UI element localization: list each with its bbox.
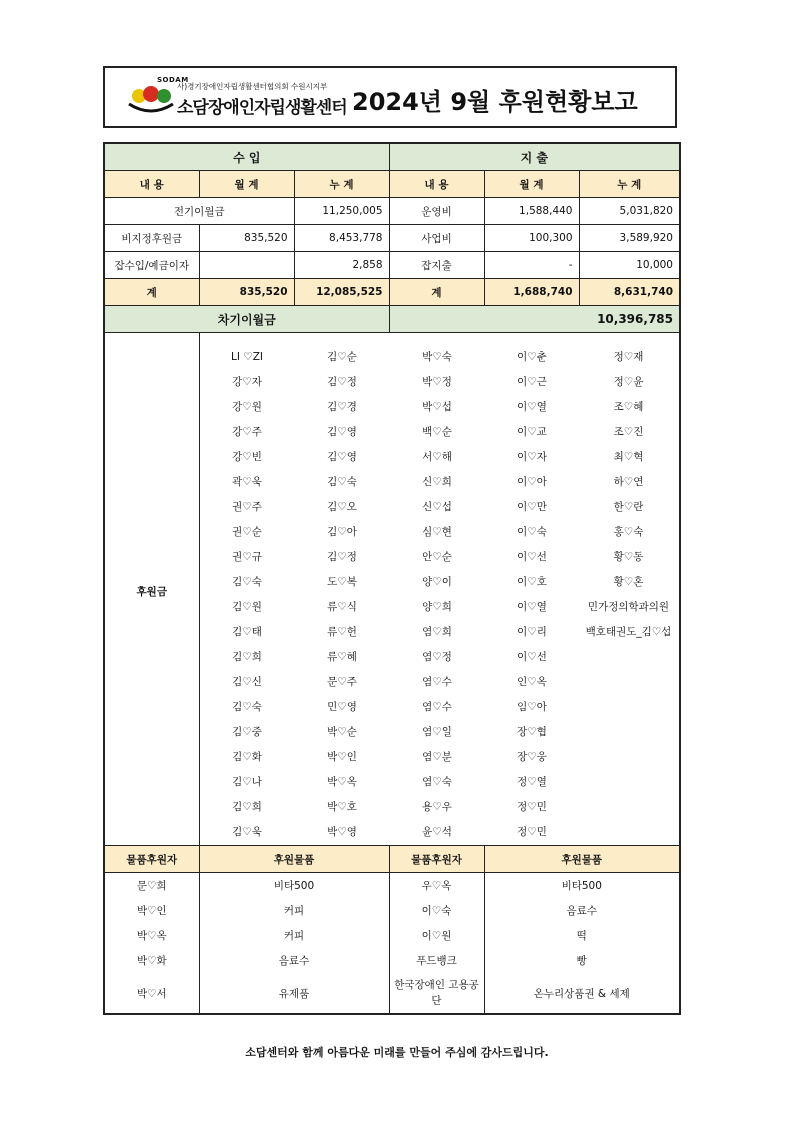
col-content: 내 용 <box>104 171 199 198</box>
goods-donor-2: 이♡숙 <box>389 898 484 923</box>
donor-name: 민가정의학과의원 <box>587 601 670 613</box>
donor-name: 김♡욱 <box>232 826 262 838</box>
donor-name <box>580 795 678 820</box>
expense-label: 잡지출 <box>389 252 484 279</box>
donor-name: 박♡인 <box>327 751 357 763</box>
donor-name: 인♡옥 <box>517 676 547 688</box>
goods-donor: 박♡서 <box>104 973 199 1014</box>
expense-total-monthly: 1,688,740 <box>484 279 579 306</box>
donor-name: 양♡희 <box>422 601 452 613</box>
donor-name: 권♡주 <box>232 501 262 513</box>
donor-name: 박♡섭 <box>422 401 452 413</box>
goods-item-2: 빵 <box>484 948 680 973</box>
donor-name: 윤♡석 <box>422 826 452 838</box>
donor-name: 권♡순 <box>232 526 262 538</box>
row-label: 비지정후원금 <box>104 225 199 252</box>
expense-cumulative: 3,589,920 <box>579 225 680 252</box>
cumulative-value: 2,858 <box>294 252 389 279</box>
donor-name: 김♡희 <box>232 651 262 663</box>
donor-name: 이♡아 <box>517 476 547 488</box>
donor-name: 강♡빈 <box>232 451 262 463</box>
donor-name: 박♡옥 <box>327 776 357 788</box>
donor-name: 이♡만 <box>517 501 547 513</box>
total-cumulative: 12,085,525 <box>294 279 389 306</box>
donor-name: 박♡영 <box>327 826 357 838</box>
donor-name: 이♡교 <box>517 426 547 438</box>
center-name: 소담장애인자립생활센터 <box>177 98 347 118</box>
goods-item-header: 후원물품 <box>199 846 389 873</box>
monthly-value <box>199 252 294 279</box>
financial-table <box>103 142 681 851</box>
donor-name: 류♡식 <box>327 601 357 613</box>
donor-name: 황♡동 <box>613 551 644 563</box>
donor-name: 김♡태 <box>232 626 262 638</box>
donor-name: 이♡열 <box>517 601 547 613</box>
donor-name: 염♡수 <box>422 676 452 688</box>
donor-name: 이♡선 <box>517 551 547 563</box>
donor-name: 곽♡욱 <box>232 476 262 488</box>
total-row <box>104 279 680 306</box>
donor-name: 이♡호 <box>517 576 547 588</box>
donor-name: 류♡헌 <box>327 626 357 638</box>
organization-name: 사)경기장애인자립생활센터협의회 수원시지부 <box>177 82 328 91</box>
donor-name: 문♡주 <box>327 676 357 688</box>
goods-donor: 박♡인 <box>104 898 199 923</box>
goods-item-2: 비타500 <box>484 873 680 899</box>
donor-name: 서♡해 <box>422 451 452 463</box>
donor-name: 김♡화 <box>232 751 262 763</box>
donor-name: 심♡현 <box>422 526 452 538</box>
goods-row <box>104 898 680 923</box>
donor-name: 강♡자 <box>232 376 262 388</box>
donor-name <box>580 770 678 795</box>
donor-name <box>580 645 678 670</box>
donor-name <box>580 720 678 745</box>
goods-donor-2: 우♡옥 <box>389 873 484 899</box>
donor-name: 장♡협 <box>517 726 547 738</box>
donor-name: 염♡희 <box>422 626 452 638</box>
table-row <box>104 252 680 279</box>
expense-total-label: 계 <box>389 279 484 306</box>
cumulative-value: 8,453,778 <box>294 225 389 252</box>
donor-name <box>580 745 678 770</box>
goods-item-2: 떡 <box>484 923 680 948</box>
donor-name: 김♡정 <box>327 551 357 563</box>
donor-name: 류♡혜 <box>327 651 357 663</box>
goods-row <box>104 923 680 948</box>
donor-name: 한♡란 <box>613 501 644 513</box>
goods-donor-2: 한국장애인 고용공단 <box>389 973 484 1014</box>
donor-name: 박♡정 <box>422 376 452 388</box>
section-header-row <box>104 143 680 171</box>
goods-donor: 문♡희 <box>104 873 199 899</box>
donor-name: 김♡영 <box>327 426 357 438</box>
logo-mark-icon <box>127 84 175 118</box>
donor-name: 이♡춘 <box>517 351 547 363</box>
table-row <box>104 225 680 252</box>
income-section-header: 수 입 <box>104 143 389 171</box>
donor-name: 황♡혼 <box>613 576 644 588</box>
donor-name: 김♡신 <box>232 676 262 688</box>
donor-name: 정♡윤 <box>613 376 644 388</box>
row-label: 잡수입/예금이자 <box>104 252 199 279</box>
donor-name: 백♡순 <box>422 426 452 438</box>
donor-name: 김♡숙 <box>327 476 357 488</box>
donor-name: 정♡재 <box>613 351 644 363</box>
donor-name: 이♡열 <box>517 401 547 413</box>
col-content-expense: 내 용 <box>389 171 484 198</box>
expense-total-cumulative: 8,631,740 <box>579 279 680 306</box>
goods-item: 커피 <box>199 898 389 923</box>
expense-section-header: 지 출 <box>389 143 680 171</box>
goods-table <box>103 845 681 1015</box>
cumulative-value: 11,250,005 <box>294 198 389 225</box>
donor-name: 이♡숙 <box>517 526 547 538</box>
col-cumulative: 누 계 <box>294 171 389 198</box>
donor-name: 김♡영 <box>327 451 357 463</box>
donor-name: 양♡이 <box>422 576 452 588</box>
donations-label: 후원금 <box>104 333 199 851</box>
donor-name: 김♡경 <box>327 401 357 413</box>
donor-name: 강♡원 <box>232 401 262 413</box>
row-label: 전기이월금 <box>104 198 294 225</box>
donor-name: 박♡순 <box>327 726 357 738</box>
donor-name: 염♡숙 <box>422 776 452 788</box>
donor-name: 정♡민 <box>517 801 547 813</box>
goods-row <box>104 973 680 1014</box>
donor-name <box>580 670 678 695</box>
donor-list <box>199 333 680 851</box>
goods-donor-header-2: 물품후원자 <box>389 846 484 873</box>
report-header <box>103 66 677 128</box>
goods-donor: 박♡화 <box>104 948 199 973</box>
table-row <box>104 198 680 225</box>
expense-label: 사업비 <box>389 225 484 252</box>
goods-item: 음료수 <box>199 948 389 973</box>
page-title: 2024년 9월 후원현황보고 <box>352 88 638 116</box>
goods-item-header-2: 후원물품 <box>484 846 680 873</box>
col-monthly: 월 계 <box>199 171 294 198</box>
donor-name: 염♡정 <box>422 651 452 663</box>
goods-donor-2: 이♡원 <box>389 923 484 948</box>
donor-name: 염♡일 <box>422 726 452 738</box>
donor-name: 하♡연 <box>613 476 644 488</box>
donor-name: 김♡원 <box>232 601 262 613</box>
donor-name: 신♡섭 <box>422 501 452 513</box>
goods-donor-header: 물품후원자 <box>104 846 199 873</box>
sodam-logo <box>127 76 347 122</box>
donor-name: 김♡숙 <box>232 576 262 588</box>
carryover-value: 10,396,785 <box>389 306 680 333</box>
goods-item: 유제품 <box>199 973 389 1014</box>
total-monthly: 835,520 <box>199 279 294 306</box>
expense-monthly: 100,300 <box>484 225 579 252</box>
donor-name: 염♡수 <box>422 701 452 713</box>
total-label: 계 <box>104 279 199 306</box>
goods-item: 비타500 <box>199 873 389 899</box>
donor-name: 김♡정 <box>327 376 357 388</box>
donor-name: 염♡분 <box>422 751 452 763</box>
donor-name: 김♡아 <box>327 526 357 538</box>
donor-name: 조♡혜 <box>613 401 644 413</box>
donor-name: LI ♡ZI <box>231 351 263 363</box>
donor-name: 박♡호 <box>327 801 357 813</box>
donor-name: 김♡숙 <box>232 701 262 713</box>
goods-item-2: 온누리상품권 & 세제 <box>484 973 680 1014</box>
donor-name: 권♡규 <box>232 551 262 563</box>
col-monthly-expense: 월 계 <box>484 171 579 198</box>
donor-name: 이♡자 <box>517 451 547 463</box>
goods-donor-2: 푸드뱅크 <box>389 948 484 973</box>
donor-name: 김♡중 <box>232 726 262 738</box>
expense-cumulative: 10,000 <box>579 252 680 279</box>
goods-row <box>104 948 680 973</box>
donor-name: 용♡우 <box>422 801 452 813</box>
expense-monthly: 1,588,440 <box>484 198 579 225</box>
donor-name: 임♡아 <box>517 701 547 713</box>
donor-name: 조♡진 <box>613 426 644 438</box>
donor-name: 김♡순 <box>327 351 357 363</box>
donor-name <box>580 695 678 720</box>
donor-name: 김♡희 <box>232 801 262 813</box>
donor-name: 안♡순 <box>422 551 452 563</box>
donor-name <box>580 820 678 845</box>
monthly-value: 835,520 <box>199 225 294 252</box>
donor-name: 이♡근 <box>517 376 547 388</box>
goods-header-row <box>104 846 680 873</box>
donor-name: 도♡복 <box>327 576 357 588</box>
donor-name: 장♡웅 <box>517 751 547 763</box>
column-header-row <box>104 171 680 198</box>
donor-grid <box>200 333 680 845</box>
expense-label: 운영비 <box>389 198 484 225</box>
donor-name: 김♡오 <box>327 501 357 513</box>
expense-cumulative: 5,031,820 <box>579 198 680 225</box>
carryover-label: 차기이월금 <box>104 306 389 333</box>
donor-name: 김♡나 <box>232 776 262 788</box>
logo-text: SODAM <box>157 76 189 84</box>
footer-message: 소담센터와 함께 아름다운 미래를 만들어 주심에 감사드립니다. <box>245 1046 549 1059</box>
goods-item: 커피 <box>199 923 389 948</box>
goods-row <box>104 873 680 899</box>
donor-name: 이♡선 <box>517 651 547 663</box>
donor-name: 민♡영 <box>327 701 357 713</box>
donations-row <box>104 333 680 851</box>
donor-name: 홍♡숙 <box>613 526 644 538</box>
expense-monthly: - <box>484 252 579 279</box>
donor-name: 최♡혁 <box>613 451 644 463</box>
donor-name: 정♡민 <box>517 826 547 838</box>
donor-name: 박♡숙 <box>422 351 452 363</box>
donor-name: 신♡희 <box>422 476 452 488</box>
goods-donor: 박♡옥 <box>104 923 199 948</box>
donor-name: 이♡리 <box>517 626 547 638</box>
carryover-row <box>104 306 680 333</box>
donor-name: 정♡열 <box>517 776 547 788</box>
donor-name: 강♡주 <box>232 426 262 438</box>
goods-item-2: 음료수 <box>484 898 680 923</box>
donor-name: 백호태권도_김♡섭 <box>585 626 672 638</box>
col-cumulative-expense: 누 계 <box>579 171 680 198</box>
